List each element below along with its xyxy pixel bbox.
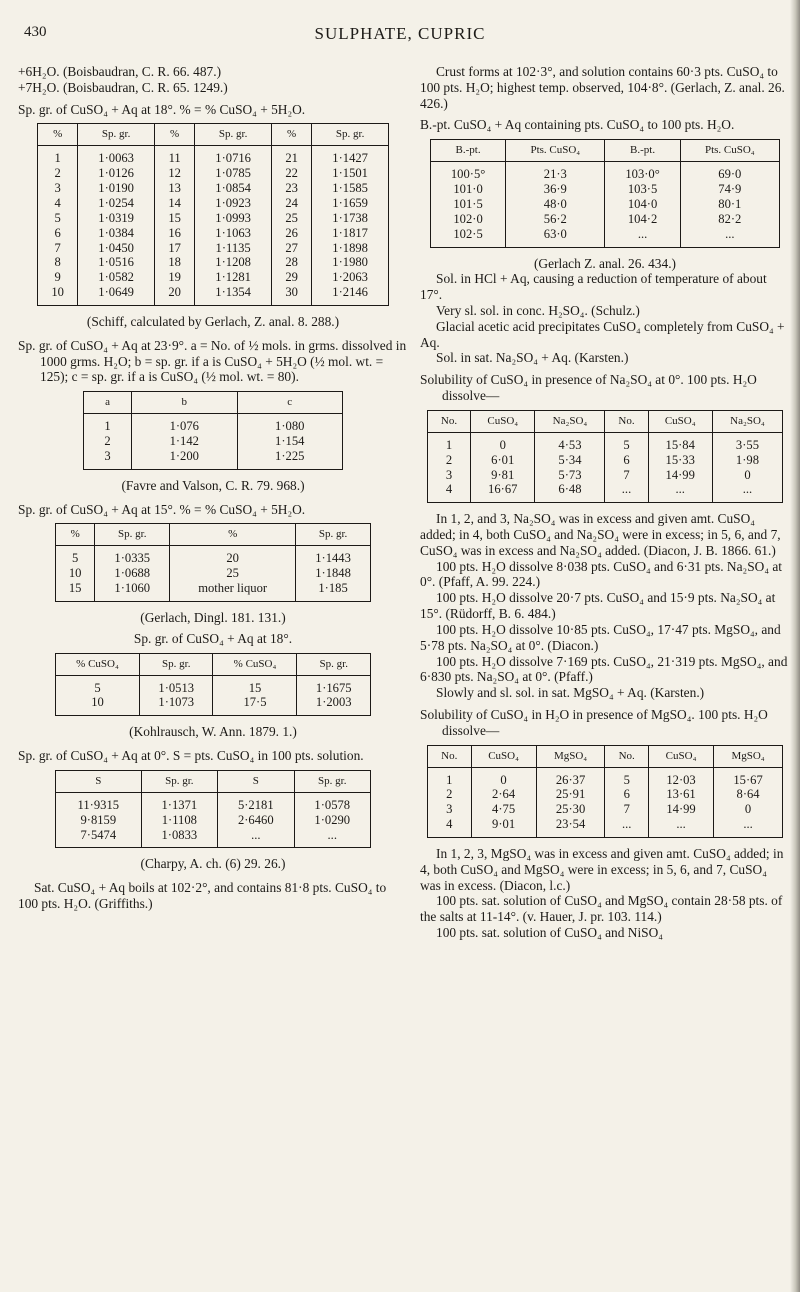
h2so4-solubility: Very sl. sol. in conc. H₂SO₄. (Schulz.)	[436, 302, 640, 318]
table-cell: 1·2003	[297, 695, 371, 715]
table-cell: 5·2181	[218, 792, 294, 812]
column-header: Sp. gr.	[297, 653, 371, 675]
table-cell: ...	[714, 817, 783, 837]
column-header: Sp. gr.	[141, 770, 217, 792]
table-cell: 1·0126	[78, 166, 155, 181]
table-cell: 1·080	[237, 414, 343, 434]
table-cell: 11·9315	[56, 792, 142, 812]
table-cell: 25	[271, 211, 311, 226]
table-row	[56, 813, 371, 828]
table-cell: 28	[271, 255, 311, 270]
table-cell: 1·1281	[195, 270, 272, 285]
table-cell: 3	[428, 802, 472, 817]
table-cell: 1·0578	[294, 792, 370, 812]
table-cell: 12·03	[648, 767, 713, 787]
citation-gerlach-anal: (Gerlach Z. anal. 26. 434.)	[533, 255, 677, 271]
table-cell: 1·1980	[312, 255, 389, 270]
column-header: No.	[428, 745, 472, 767]
table-cell: 4	[38, 196, 78, 211]
column-header: Sp. gr.	[296, 524, 371, 546]
citation-kohlrausch: (Kohlrausch, W. Ann. 1879. 1.)	[129, 724, 297, 740]
table-row	[38, 211, 389, 226]
table-cell: 6	[605, 787, 649, 802]
table-cell: 0	[471, 432, 535, 452]
table-cell: 1·154	[237, 434, 343, 449]
column-header: %	[170, 524, 296, 546]
table-cell: 4·75	[471, 802, 536, 817]
table-cell: 10	[38, 285, 78, 305]
table-cell: 2·6460	[218, 813, 294, 828]
table-cell: 16	[154, 226, 194, 241]
table-cell: 5·73	[535, 468, 605, 483]
page-title: SULPHATE, CUPRIC	[314, 24, 486, 43]
table-cell: 14·99	[648, 802, 713, 817]
table-cell: 1·0688	[95, 566, 170, 581]
niso4-note: 100 pts. sat. solution of CuSO₄ and NiSO₄	[436, 925, 663, 941]
table-cell: 1·1738	[312, 211, 389, 226]
table-row	[431, 212, 780, 227]
table-cell: ...	[680, 227, 779, 247]
table-cell: 3	[38, 181, 78, 196]
diacon-mixed: 100 pts. H₂O dissolve 10·85 pts. CuSO₄, 17·47 pts. MgSO₄, and 5·78 pts. Na₂SO₄ at 0°. (Diacon.)	[420, 621, 781, 653]
table-cell: 1·1135	[195, 241, 272, 256]
table-cell: 1·0190	[78, 181, 155, 196]
column-header: c	[237, 392, 343, 414]
table-cell: 2	[38, 166, 78, 181]
table-cell: 20	[154, 285, 194, 305]
table-cell: 1·1063	[195, 226, 272, 241]
table-row	[56, 581, 371, 601]
table-cell: 7	[605, 802, 649, 817]
column-header: MgSO₄	[714, 745, 783, 767]
table-cell: 0	[471, 767, 536, 787]
table-cell: 7·5474	[56, 828, 142, 848]
column-header: Sp. gr.	[195, 124, 272, 146]
table-cell: 1·1208	[195, 255, 272, 270]
table3-caption: Sp. gr. of CuSO₄ + Aq at 15°. % = % CuSO₄ + 5H₂O.	[18, 501, 306, 517]
table-cell: 1·98	[712, 453, 782, 468]
table-cell: ...	[218, 828, 294, 848]
column-header: Pts. CuSO₄	[680, 140, 779, 162]
column-header: a	[84, 392, 132, 414]
column-header: Sp. gr.	[140, 653, 213, 675]
table-cell: 15·67	[714, 767, 783, 787]
table-cell: 1·1675	[297, 675, 371, 695]
table-row	[84, 434, 343, 449]
table-cell: 36·9	[506, 182, 605, 197]
table-sp-gr-18-kohl	[55, 653, 371, 717]
table-row	[428, 482, 783, 502]
table-cell: 30	[271, 285, 311, 305]
column-header: Na₂SO₄	[712, 410, 782, 432]
table-cell: 19	[154, 270, 194, 285]
column-header: %	[154, 124, 194, 146]
table4-caption: Sp. gr. of CuSO₄ + Aq at 18°.	[133, 630, 293, 646]
column-header: % CuSO₄	[213, 653, 297, 675]
table-cell: 1·0450	[78, 241, 155, 256]
page-number: 430	[24, 24, 47, 40]
table-cell: 1·1443	[296, 546, 371, 566]
table1-caption: Sp. gr. of CuSO₄ + Aq at 18°. % = % CuSO₄ + 5H₂O.	[18, 101, 306, 117]
table-cell: 13	[154, 181, 194, 196]
table-cell: 26	[271, 226, 311, 241]
table-cell: 4	[428, 482, 471, 502]
table-cell: 5	[605, 432, 648, 452]
table-cell: ...	[605, 817, 649, 837]
citation-charpy: (Charpy, A. ch. (6) 29. 26.)	[140, 856, 286, 872]
pfaff-mixed: 100 pts. H₂O dissolve 7·169 pts. CuSO₄, 21·319 pts. MgSO₄, and 6·830 pts. Na₂SO₄ at 0°. (Pfaff.)	[420, 653, 788, 685]
table-row	[56, 695, 371, 715]
table-cell: 1·076	[132, 414, 237, 434]
table-cell: 22	[271, 166, 311, 181]
table-sp-gr-0	[55, 770, 371, 849]
table-cell: 1·0384	[78, 226, 155, 241]
table8-caption: Solubility of CuSO₄ in H₂O in presence of MgSO₄. 100 pts. H₂O dissolve—	[420, 706, 768, 738]
table-cell: 1·0335	[95, 546, 170, 566]
table-cell: 15	[154, 211, 194, 226]
table-cell: 10	[56, 566, 95, 581]
table-row	[428, 468, 783, 483]
table-cell: 2·64	[471, 787, 536, 802]
column-header: No.	[605, 745, 649, 767]
table-cell: 5	[605, 767, 649, 787]
table-cell: 1·200	[132, 449, 237, 469]
citation-schiff: (Schiff, calculated by Gerlach, Z. anal. 8. 288.)	[86, 314, 340, 329]
column-header: Sp. gr.	[78, 124, 155, 146]
hydrate-ref-2: +7H₂O. (Boisbaudran, C. R. 65. 1249.)	[18, 79, 228, 95]
table-cell: 9·8159	[56, 813, 142, 828]
table-cell: 1·0290	[294, 813, 370, 828]
table-cell: 1·1585	[312, 181, 389, 196]
table-boiling-points	[430, 139, 780, 247]
table-cell: 8	[38, 255, 78, 270]
table-row	[428, 767, 783, 787]
table-row	[428, 817, 783, 837]
table-cell: 69·0	[680, 162, 779, 182]
column-header: B.-pt.	[431, 140, 506, 162]
table-sp-gr-23-9	[83, 391, 343, 470]
table-cell: 1·0319	[78, 211, 155, 226]
table6-caption: B.-pt. CuSO₄ + Aq containing pts. CuSO₄ to 100 pts. H₂O.	[420, 117, 735, 133]
table-cell: 21	[271, 146, 311, 166]
table-row	[38, 146, 389, 166]
table-cell: 1·0649	[78, 285, 155, 305]
hcl-solubility: Sol. in HCl + Aq, causing a reduction of temperature of about 17°.	[420, 271, 767, 303]
table-row	[38, 181, 389, 196]
table-cell: 0	[712, 468, 782, 483]
hauer-note: 100 pts. sat. solution of CuSO₄ and MgSO₄ contain 28·58 pts. of the salts at 11-14°. (v. Hauer, J. pr. 103. 114.)	[420, 893, 783, 925]
table-cell: 4	[428, 817, 472, 837]
table-cell: 103·0°	[605, 162, 680, 182]
column-header: CuSO₄	[471, 745, 536, 767]
column-header: Pts. CuSO₄	[506, 140, 605, 162]
table-cell: 17·5	[213, 695, 297, 715]
mgso4-solubility: Slowly and sl. sol. in sat. MgSO₄ + Aq. (Karsten.)	[436, 685, 705, 701]
table-sp-gr-18	[37, 123, 389, 306]
table-cell: 1·1817	[312, 226, 389, 241]
table-mgso4-solubility	[427, 745, 783, 838]
table-cell: 1·0582	[78, 270, 155, 285]
table-cell: 15	[56, 581, 95, 601]
column-header: S	[218, 770, 294, 792]
table-cell: 15·84	[648, 432, 712, 452]
column-header: %	[271, 124, 311, 146]
table-row	[38, 241, 389, 256]
column-header: CuSO₄	[648, 410, 712, 432]
table-cell: 25	[170, 566, 296, 581]
table-cell: 3	[428, 468, 471, 483]
table-cell: 5	[38, 211, 78, 226]
table-cell: 9·81	[471, 468, 535, 483]
table-cell: 1·1659	[312, 196, 389, 211]
table-cell: 6	[605, 453, 648, 468]
table2-caption: Sp. gr. of CuSO₄ + Aq at 23·9°. a = No. of ½ mols. in grms. dissolved in 1000 grms. H₂O; b = sp. gr. if a is CuSO₄ + 5H₂O (½ mol. wt. = 125); c = sp. gr. if a is CuSO₄ (½ mol. wt. = 80).	[18, 337, 407, 385]
table-cell: 25·91	[536, 787, 605, 802]
table-cell: 1·0063	[78, 146, 155, 166]
pfaff-na2so4: 100 pts. H₂O dissolve 8·038 pts. CuSO₄ and 6·31 pts. Na₂SO₄ at 0°. (Pfaff, A. 99. 224.)	[420, 558, 782, 590]
table-cell: 13·61	[648, 787, 713, 802]
na2so4-note: In 1, 2, and 3, Na₂SO₄ was in excess and given amt. CuSO₄ added; in 4, both CuSO₄ and Na₂SO₄ were in excess; in 5, 6, and 7, CuSO₄ was in excess and Na₂SO₄ added. (Diacon, J. B. 1866. 61.)	[420, 511, 781, 558]
column-header: MgSO₄	[536, 745, 605, 767]
rudorff-na2so4: 100 pts. H₂O dissolve 20·7 pts. CuSO₄ and 15·9 pts. Na₂SO₄ at 15°. (Rüdorff, B. 6. 484.)	[420, 590, 776, 622]
table-row	[84, 449, 343, 469]
table-cell: 5·34	[535, 453, 605, 468]
table-cell: 103·5	[605, 182, 680, 197]
table-row	[38, 226, 389, 241]
table-cell: ...	[712, 482, 782, 502]
table-cell: 1·1848	[296, 566, 371, 581]
table-cell: 26·37	[536, 767, 605, 787]
table-row	[428, 432, 783, 452]
table-row	[428, 802, 783, 817]
table-cell: 1·0716	[195, 146, 272, 166]
column-header: Sp. gr.	[294, 770, 370, 792]
table-cell: 6	[38, 226, 78, 241]
column-header: % CuSO₄	[56, 653, 140, 675]
table-cell: 6·01	[471, 453, 535, 468]
table-row	[431, 182, 780, 197]
table-cell: 7	[605, 468, 648, 483]
table-cell: 74·9	[680, 182, 779, 197]
column-header: Sp. gr.	[95, 524, 170, 546]
table-cell: 1·1898	[312, 241, 389, 256]
table-cell: 10	[56, 695, 140, 715]
table-cell: 1·0785	[195, 166, 272, 181]
table-cell: 100·5°	[431, 162, 506, 182]
table-cell: 24	[271, 196, 311, 211]
table-cell: 1·142	[132, 434, 237, 449]
table-row	[428, 453, 783, 468]
table-cell: 102·5	[431, 227, 506, 247]
table-cell: 14·99	[648, 468, 712, 483]
table-cell: 102·0	[431, 212, 506, 227]
table-cell: 1·2063	[312, 270, 389, 285]
table-cell: 14	[154, 196, 194, 211]
na2so4-solubility: Sol. in sat. Na₂SO₄ + Aq. (Karsten.)	[436, 350, 629, 366]
table-cell: 1·225	[237, 449, 343, 469]
table-row	[38, 255, 389, 270]
table-cell: 20	[170, 546, 296, 566]
column-header: No.	[428, 410, 471, 432]
table-cell: 104·0	[605, 197, 680, 212]
table-cell: 101·0	[431, 182, 506, 197]
table-cell: 9·01	[471, 817, 536, 837]
table-row	[56, 566, 371, 581]
table-cell: 1·0993	[195, 211, 272, 226]
table-cell: 5	[56, 546, 95, 566]
hydrate-ref-1: +6H₂O. (Boisbaudran, C. R. 66. 487.)	[18, 64, 222, 79]
table-cell: 1	[84, 414, 132, 434]
table-cell: 1·0516	[78, 255, 155, 270]
table-cell: 4·53	[535, 432, 605, 452]
table-cell: 1·0923	[195, 196, 272, 211]
table-cell: 2	[84, 434, 132, 449]
table-cell: 63·0	[506, 227, 605, 247]
table-cell: ...	[294, 828, 370, 848]
table-cell: 15	[213, 675, 297, 695]
table-cell: ...	[648, 817, 713, 837]
column-header: %	[56, 524, 95, 546]
table-cell: 1·0833	[141, 828, 217, 848]
table-cell: 12	[154, 166, 194, 181]
column-header: %	[38, 124, 78, 146]
table-row	[56, 828, 371, 848]
table-cell: 17	[154, 241, 194, 256]
table-cell: 1	[428, 432, 471, 452]
table-na2so4-solubility	[427, 410, 783, 503]
acetic-acid-note: Glacial acetic acid precipitates CuSO₄ completely from CuSO₄ + Aq.	[420, 318, 785, 350]
table-cell: 21·3	[506, 162, 605, 182]
table-cell: 1·1427	[312, 146, 389, 166]
table-row	[431, 197, 780, 212]
table-cell: 48·0	[506, 197, 605, 212]
table-row	[431, 227, 780, 247]
table-cell: 1·1073	[140, 695, 213, 715]
table-cell: ...	[605, 482, 648, 502]
table-cell: 18	[154, 255, 194, 270]
table-row	[38, 285, 389, 305]
table-cell: 9	[38, 270, 78, 285]
table-cell: 101·5	[431, 197, 506, 212]
table-row	[56, 546, 371, 566]
table-row	[38, 166, 389, 181]
table7-caption: Solubility of CuSO₄ in presence of Na₂SO₄ at 0°. 100 pts. H₂O dissolve—	[420, 372, 757, 404]
table-cell: 23	[271, 181, 311, 196]
table-cell: 27	[271, 241, 311, 256]
table-cell: 1	[38, 146, 78, 166]
table-cell: 23·54	[536, 817, 605, 837]
table-cell: 11	[154, 146, 194, 166]
table-row	[38, 196, 389, 211]
boiling-point-griffiths: Sat. CuSO₄ + Aq boils at 102·2°, and contains 81·8 pts. CuSO₄ to 100 pts. H₂O. (Griffiths.)	[18, 880, 387, 912]
table-cell: 8·64	[714, 787, 783, 802]
table-cell: 1·0254	[78, 196, 155, 211]
column-header: CuSO₄	[471, 410, 535, 432]
table-cell: 2	[428, 787, 472, 802]
table-row	[56, 675, 371, 695]
table-cell: 6·48	[535, 482, 605, 502]
table-cell: ...	[648, 482, 712, 502]
table-cell: 1	[428, 767, 472, 787]
left-column	[18, 64, 408, 912]
table-cell: 3	[84, 449, 132, 469]
right-column	[420, 64, 790, 941]
table-cell: 2	[428, 453, 471, 468]
table-cell: 1·0854	[195, 181, 272, 196]
table-cell: 1·1371	[141, 792, 217, 812]
table-cell: 1·2146	[312, 285, 389, 305]
table-cell: 56·2	[506, 212, 605, 227]
citation-favre: (Favre and Valson, C. R. 79. 968.)	[121, 477, 305, 493]
table-cell: 1·1354	[195, 285, 272, 305]
table-cell: 5	[56, 675, 140, 695]
table-cell: ...	[605, 227, 680, 247]
table-cell: 0	[714, 802, 783, 817]
table-cell: 16·67	[471, 482, 535, 502]
table-row	[56, 792, 371, 812]
column-header: Sp. gr.	[312, 124, 389, 146]
column-header: No.	[605, 410, 648, 432]
table-cell: 7	[38, 241, 78, 256]
citation-gerlach-dingl: (Gerlach, Dingl. 181. 131.)	[140, 609, 286, 625]
table-cell: 15·33	[648, 453, 712, 468]
table-cell: 25·30	[536, 802, 605, 817]
table-cell: 1·185	[296, 581, 371, 601]
column-header: B.-pt.	[605, 140, 680, 162]
table5-caption: Sp. gr. of CuSO₄ + Aq at 0°. S = pts. CuSO₄ in 100 pts. solution.	[18, 748, 364, 764]
table-row	[84, 414, 343, 434]
table-row	[428, 787, 783, 802]
table-cell: 1·0513	[140, 675, 213, 695]
column-header: S	[56, 770, 142, 792]
table-cell: 104·2	[605, 212, 680, 227]
table-cell: 29	[271, 270, 311, 285]
table-cell: 80·1	[680, 197, 779, 212]
mgso4-note: In 1, 2, 3, MgSO₄ was in excess and given amt. CuSO₄ added; in 4, both CuSO₄ and MgSO₄ were in excess; in 5, 6, and 7, CuSO₄ was in excess. (Diacon, l.c.)	[420, 846, 784, 893]
page-edge-shadow	[790, 0, 800, 1292]
column-header: CuSO₄	[648, 745, 713, 767]
column-header: Na₂SO₄	[535, 410, 605, 432]
table-cell: 82·2	[680, 212, 779, 227]
table-cell: 1·1060	[95, 581, 170, 601]
column-header: b	[132, 392, 237, 414]
table-row	[38, 270, 389, 285]
crust-paragraph: Crust forms at 102·3°, and solution contains 60·3 pts. CuSO₄ to 100 pts. H₂O; highest temp. observed, 104·8°. (Gerlach, Z. anal. 26. 426.)	[420, 64, 785, 111]
table-cell: 3·55	[712, 432, 782, 452]
table-cell: mother liquor	[170, 581, 296, 601]
table-sp-gr-15	[55, 523, 371, 602]
table-cell: 1·1108	[141, 813, 217, 828]
table-cell: 1·1501	[312, 166, 389, 181]
table-row	[431, 162, 780, 182]
